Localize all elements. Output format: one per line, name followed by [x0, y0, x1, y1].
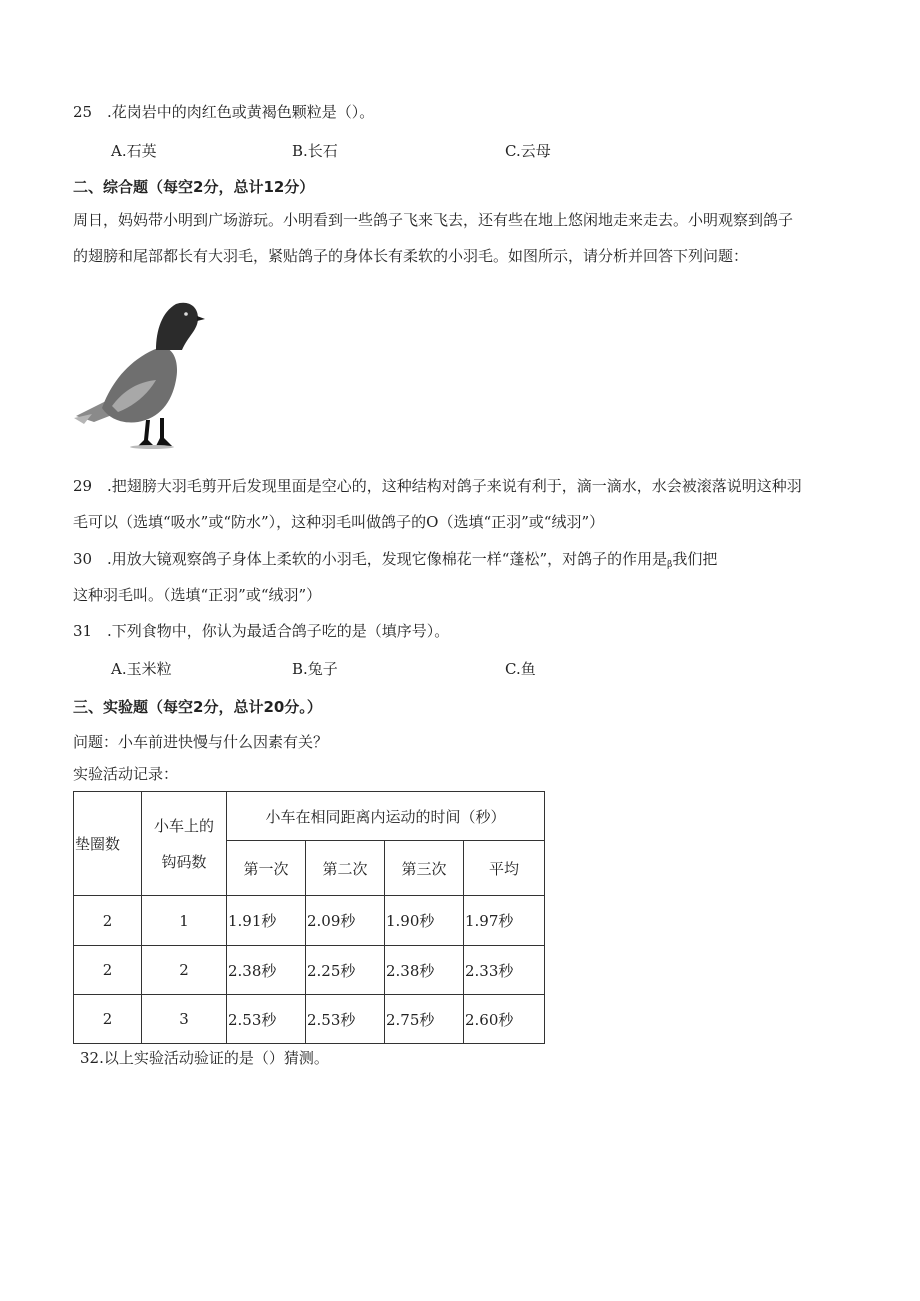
header-trial-2: 第二次	[306, 841, 385, 896]
header-weights-line2: 钩码数	[161, 852, 207, 871]
cell-t3: 2.38秒	[385, 946, 464, 995]
section2-intro-line2: 的翅膀和尾部都长有大羽毛，紧贴鸽子的身体长有柔软的小羽毛。如图所示，请分析并回答下列问题：	[73, 247, 749, 265]
header-weights	[142, 792, 227, 896]
header-time: 小车在相同距离内运动的时间（秒）	[227, 792, 545, 841]
q32-text: 32.以上实验活动验证的是（）猜测。	[80, 1049, 329, 1067]
q30-text1a: .用放大镜观察鸽子身体上柔软的小羽毛，发现它像棉花一样“蓬松”，对鸽子的作用是	[107, 550, 668, 568]
q25-option-c: C.云母	[505, 142, 551, 160]
header-pads: 垫圈数	[74, 792, 142, 896]
q30-line2: 这种羽毛叫。（选填“正羽”或“绒羽”）	[73, 586, 322, 604]
q31-option-b: B.兔子	[292, 660, 338, 678]
table-row	[74, 946, 545, 995]
q29-line1	[73, 468, 802, 504]
cell-t1: 2.53秒	[227, 995, 306, 1044]
q25-line	[73, 101, 374, 122]
cell-t1: 2.38秒	[227, 946, 306, 995]
q30-number: 30	[73, 550, 93, 568]
header-trial-3: 第三次	[385, 841, 464, 896]
q31-number: 31	[73, 622, 93, 640]
q25-option-b: B.长石	[292, 142, 338, 160]
section2-intro-line1: 周日，妈妈带小明到广场游玩。小明看到一些鸽子飞来飞去，还有些在地上悠闲地走来走去。小明观察到鸽子	[73, 211, 794, 229]
q29-number: 29	[73, 477, 93, 495]
section3-heading: 三、实验题（每空2分，总计20分。）	[73, 698, 322, 716]
cell-pads: 2	[74, 946, 142, 995]
cell-weights: 1	[142, 896, 227, 946]
section3-question: 问题：小车前进快慢与什么因素有关？	[73, 733, 329, 751]
q31-line	[73, 613, 449, 649]
experiment-table	[73, 791, 545, 1044]
cell-t2: 2.25秒	[306, 946, 385, 995]
cell-t1: 1.91秒	[227, 896, 306, 946]
q30-text1b: 我们把	[672, 550, 718, 568]
pigeon-image	[72, 290, 212, 455]
q25-option-a: A.石英	[111, 142, 157, 160]
cell-pads: 2	[74, 896, 142, 946]
q25-number: 25	[73, 103, 93, 121]
q29-text1: .把翅膀大羽毛剪开后发现里面是空心的，这种结构对鸽子来说有利于，滴一滴水，水会被滚落说明这种羽	[107, 477, 802, 495]
section3-record-label: 实验活动记录：	[73, 765, 179, 783]
cell-t3: 2.75秒	[385, 995, 464, 1044]
cell-pads: 2	[74, 995, 142, 1044]
cell-avg: 2.60秒	[464, 995, 545, 1044]
table-row	[74, 896, 545, 946]
cell-weights: 2	[142, 946, 227, 995]
table-header-row	[74, 792, 545, 841]
cell-t2: 2.53秒	[306, 995, 385, 1044]
table-row	[74, 995, 545, 1044]
q29-line2: 毛可以（选填“吸水”或“防水”），这种羽毛叫做鸽子的O（选填“正羽”或“绒羽”）	[73, 513, 605, 531]
cell-avg: 2.33秒	[464, 946, 545, 995]
cell-weights: 3	[142, 995, 227, 1044]
cell-t2: 2.09秒	[306, 896, 385, 946]
q25-text: .花岗岩中的肉红色或黄褐色颗粒是（）。	[107, 103, 375, 121]
section2-heading: 二、综合题（每空2分，总计12分）	[73, 178, 315, 196]
q31-option-c: C.鱼	[505, 660, 536, 678]
header-trial-1: 第一次	[227, 841, 306, 896]
header-average: 平均	[464, 841, 545, 896]
header-weights-line1: 小车上的	[153, 816, 214, 835]
q31-text: .下列食物中，你认为最适合鸽子吃的是（填序号）。	[107, 622, 450, 640]
cell-avg: 1.97秒	[464, 896, 545, 946]
q30-mark: β	[667, 560, 673, 570]
q31-option-a: A.玉米粒	[111, 660, 172, 678]
cell-t3: 1.90秒	[385, 896, 464, 946]
